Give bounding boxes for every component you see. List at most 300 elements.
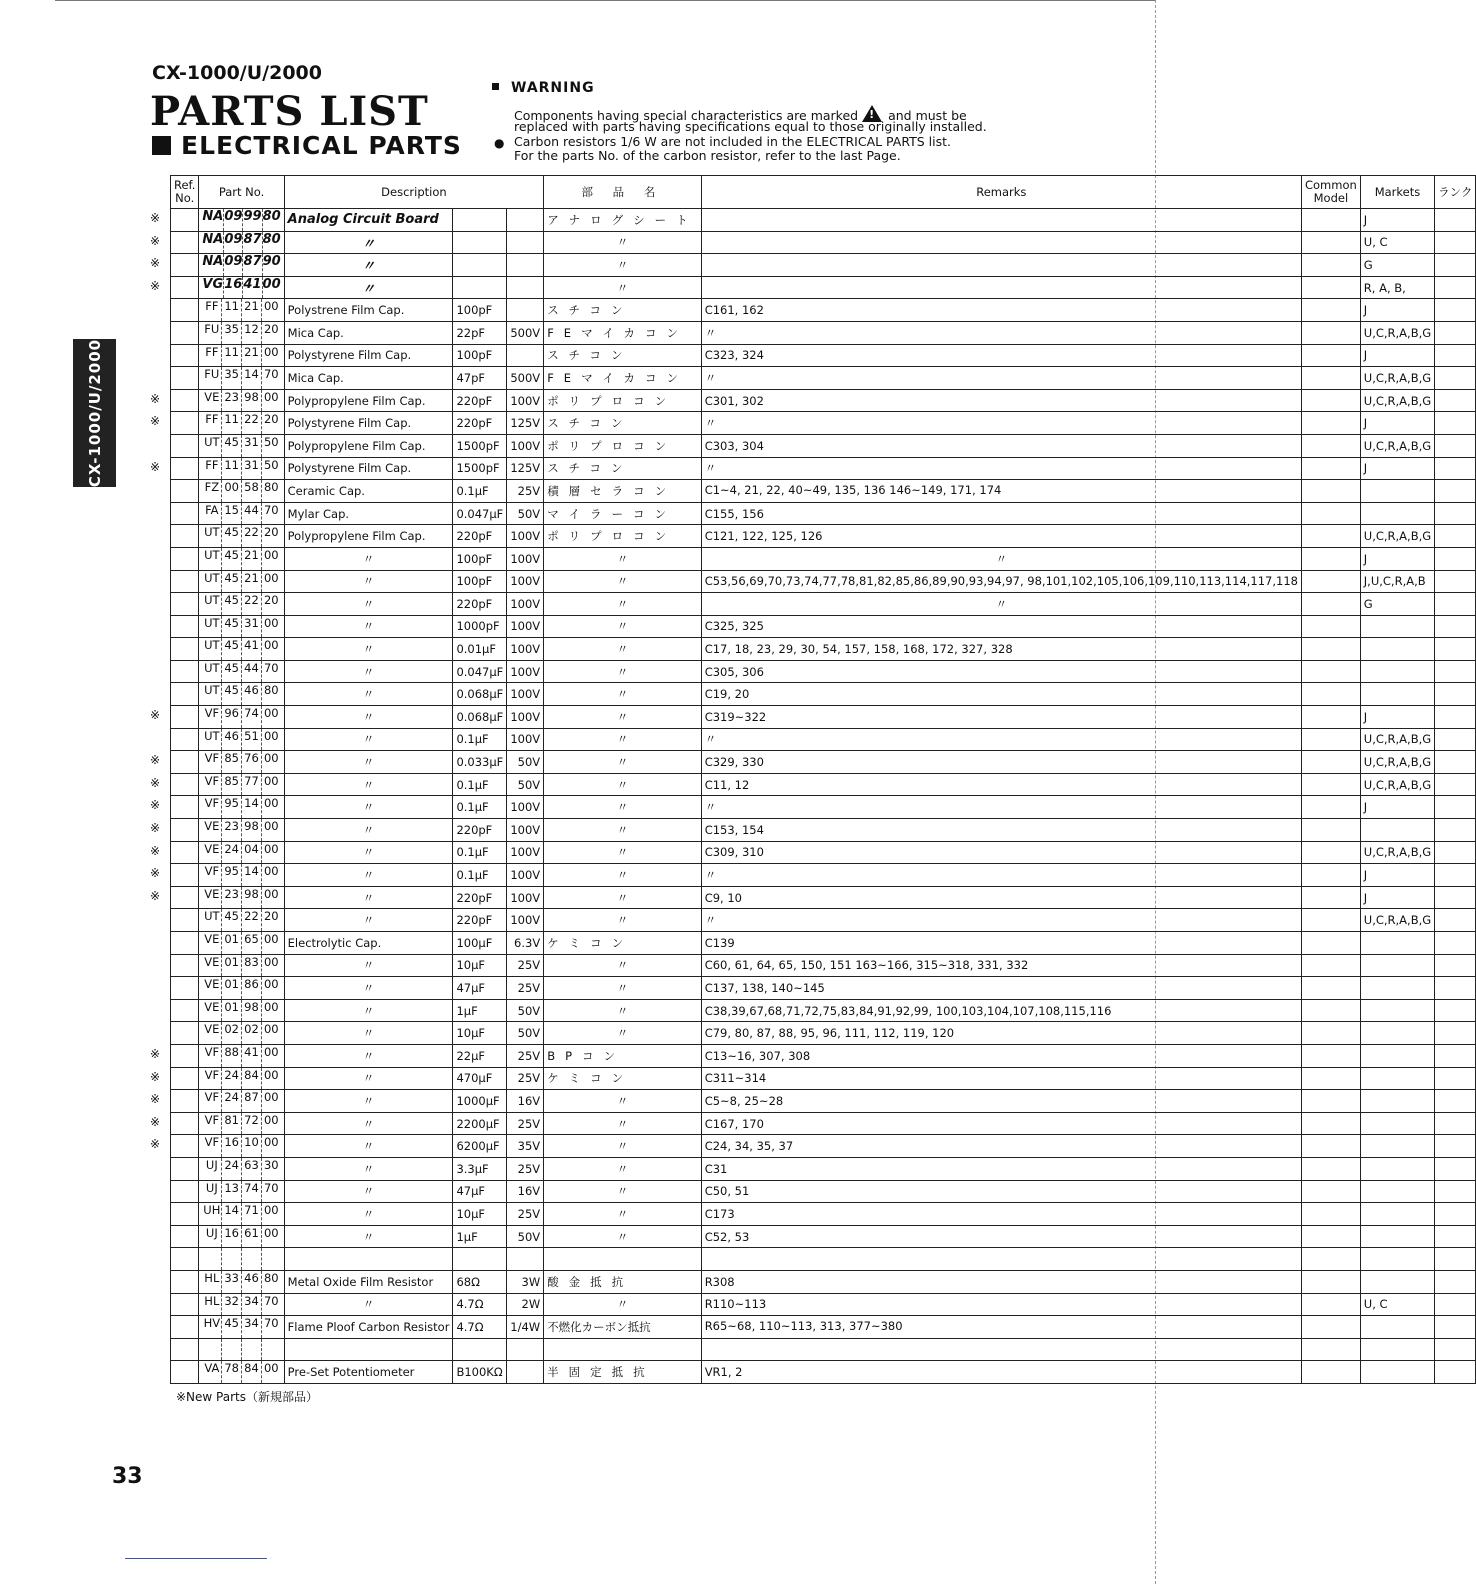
markets: U,C,R,A,B,G bbox=[1360, 751, 1434, 774]
remarks: 〃 bbox=[701, 367, 1301, 390]
common-model bbox=[1301, 367, 1360, 390]
rank bbox=[1435, 480, 1476, 503]
description: 〃 bbox=[284, 1157, 453, 1180]
new-part-mark: ※ bbox=[150, 256, 161, 270]
common-model bbox=[1301, 615, 1360, 638]
japanese-name: 〃 bbox=[544, 751, 702, 774]
value: 1000μF bbox=[453, 1090, 507, 1113]
part-no-segment: 16 bbox=[224, 277, 243, 299]
part-no bbox=[199, 480, 284, 503]
rating: 50V bbox=[507, 751, 544, 774]
value: 1500pF bbox=[453, 457, 507, 480]
japanese-name: 〃 bbox=[544, 999, 702, 1022]
japanese-name: 〃 bbox=[544, 1022, 702, 1045]
value: 4.7Ω bbox=[453, 1293, 507, 1316]
japanese-name: BPコン bbox=[544, 1044, 702, 1067]
part-no-segment: 98 bbox=[242, 819, 262, 841]
value: 100μF bbox=[453, 932, 507, 955]
part-no bbox=[199, 1361, 284, 1384]
common-model bbox=[1301, 1270, 1360, 1293]
part-no-segment: 45 bbox=[222, 661, 242, 683]
remarks: C53,56,69,70,73,74,77,78,81,82,85,86,89,90,93,94,97, 98,101,102,105,106,109,110,113,114,117,118 bbox=[701, 570, 1301, 593]
rank bbox=[1435, 728, 1476, 751]
remarks: C60, 61, 64, 65, 150, 151 163~166, 315~318, 331, 332 bbox=[701, 954, 1301, 977]
page-number: 33 bbox=[112, 1464, 143, 1489]
common-model bbox=[1301, 502, 1360, 525]
part-no-segment bbox=[202, 1248, 222, 1270]
common-model bbox=[1301, 977, 1360, 1000]
part-no-segment: VF bbox=[202, 864, 222, 886]
side-tab: CX-1000/U/2000 bbox=[73, 339, 116, 487]
rating: 100V bbox=[507, 841, 544, 864]
rank bbox=[1435, 299, 1476, 322]
remarks bbox=[701, 254, 1301, 277]
part-no bbox=[199, 1338, 284, 1361]
new-part-mark: ※ bbox=[150, 414, 161, 428]
part-no-segment bbox=[242, 1248, 262, 1270]
description: 〃 bbox=[284, 977, 453, 1000]
part-no-segment: 22 bbox=[242, 593, 262, 615]
part-no-segment: 85 bbox=[222, 751, 242, 773]
part-no-segment: 11 bbox=[222, 299, 242, 321]
rating: 50V bbox=[507, 999, 544, 1022]
part-no-segment: 00 bbox=[263, 299, 279, 314]
part-no bbox=[199, 909, 284, 932]
value bbox=[453, 1248, 507, 1271]
part-no-segment: 76 bbox=[242, 751, 262, 773]
remarks: R308 bbox=[701, 1270, 1301, 1293]
markets: U, C bbox=[1360, 231, 1434, 254]
markets bbox=[1360, 977, 1434, 1000]
japanese-name: 〃 bbox=[544, 254, 702, 277]
part-no-segment bbox=[202, 1339, 222, 1361]
japanese-name: 〃 bbox=[544, 638, 702, 661]
ref-no bbox=[171, 886, 199, 909]
description: 〃 bbox=[284, 1090, 453, 1113]
description: Polystyrene Film Cap. bbox=[284, 344, 453, 367]
common-model bbox=[1301, 434, 1360, 457]
japanese-name: 〃 bbox=[544, 231, 702, 254]
part-no-segment: 00 bbox=[263, 344, 279, 359]
rank bbox=[1435, 660, 1476, 683]
rank bbox=[1435, 1203, 1476, 1226]
table-row bbox=[171, 999, 1476, 1022]
table-row bbox=[171, 728, 1476, 751]
rank bbox=[1435, 615, 1476, 638]
value: 22μF bbox=[453, 1044, 507, 1067]
part-no bbox=[199, 999, 284, 1022]
ref-no bbox=[171, 1157, 199, 1180]
common-model bbox=[1301, 1157, 1360, 1180]
part-no-segment: 46 bbox=[222, 729, 242, 751]
part-no bbox=[199, 1112, 284, 1135]
remarks: 〃 bbox=[701, 909, 1301, 932]
part-no-segment: 23 bbox=[222, 390, 242, 412]
common-model bbox=[1301, 1248, 1360, 1271]
markets bbox=[1360, 954, 1434, 977]
table-row bbox=[171, 1135, 1476, 1158]
rank bbox=[1435, 683, 1476, 706]
square-bullet-icon bbox=[152, 136, 171, 155]
description: Electrolytic Cap. bbox=[284, 932, 453, 955]
part-no-segment: 22 bbox=[242, 525, 262, 547]
value bbox=[453, 254, 507, 277]
common-model bbox=[1301, 886, 1360, 909]
rating: 25V bbox=[507, 954, 544, 977]
remarks: C139 bbox=[701, 932, 1301, 955]
remarks: C153, 154 bbox=[701, 819, 1301, 842]
japanese-name bbox=[544, 1338, 702, 1361]
japanese-name: スチコン bbox=[544, 457, 702, 480]
part-no-segment: 80 bbox=[262, 231, 281, 247]
table-row bbox=[171, 321, 1476, 344]
part-no-segment: 90 bbox=[262, 254, 281, 270]
ref-no bbox=[171, 389, 199, 412]
japanese-name bbox=[544, 1248, 702, 1271]
rank bbox=[1435, 1293, 1476, 1316]
japanese-name: 〃 bbox=[544, 954, 702, 977]
table-row bbox=[171, 1044, 1476, 1067]
markets: J bbox=[1360, 706, 1434, 729]
part-no-segment: 24 bbox=[222, 1090, 242, 1112]
rank bbox=[1435, 1361, 1476, 1384]
part-no bbox=[199, 1316, 284, 1339]
part-no-segment: 41 bbox=[243, 277, 262, 299]
value: 0.1μF bbox=[453, 796, 507, 819]
description: 〃 bbox=[284, 841, 453, 864]
part-no bbox=[199, 932, 284, 955]
common-model bbox=[1301, 999, 1360, 1022]
markets bbox=[1360, 1090, 1434, 1113]
japanese-name: 積層セラコン bbox=[544, 480, 702, 503]
markets: U,C,R,A,B,G bbox=[1360, 389, 1434, 412]
part-no-segment: 80 bbox=[263, 683, 279, 698]
ref-no bbox=[171, 1112, 199, 1135]
part-no-segment: UT bbox=[202, 571, 222, 593]
rating bbox=[507, 276, 544, 299]
remarks: R110~113 bbox=[701, 1293, 1301, 1316]
description: 〃 bbox=[284, 728, 453, 751]
part-no-segment: 21 bbox=[242, 548, 262, 570]
rank bbox=[1435, 502, 1476, 525]
description bbox=[284, 1248, 453, 1271]
part-no-segment: 72 bbox=[242, 1113, 262, 1135]
table-row bbox=[171, 1270, 1476, 1293]
part-no-segment: 24 bbox=[222, 1158, 242, 1180]
table-row bbox=[171, 1157, 1476, 1180]
part-no-segment: 63 bbox=[242, 1158, 262, 1180]
ref-no bbox=[171, 1361, 199, 1384]
part-no-segment: 00 bbox=[263, 1361, 279, 1376]
table-row bbox=[171, 886, 1476, 909]
rating: 125V bbox=[507, 412, 544, 435]
description: 〃 bbox=[284, 254, 453, 277]
part-no bbox=[199, 638, 284, 661]
ref-no bbox=[171, 1067, 199, 1090]
warning-line-2: replaced with parts having specifications equal to those originally installed. bbox=[514, 119, 987, 134]
part-no-segment: 70 bbox=[263, 1293, 279, 1308]
japanese-name: ポリプロコン bbox=[544, 434, 702, 457]
rating: 100V bbox=[507, 819, 544, 842]
part-no bbox=[199, 1293, 284, 1316]
markets bbox=[1360, 1316, 1434, 1339]
new-part-mark: ※ bbox=[150, 1115, 161, 1129]
markets: U, C bbox=[1360, 1293, 1434, 1316]
part-no bbox=[199, 1090, 284, 1113]
ref-no bbox=[171, 299, 199, 322]
part-no-segment: VE bbox=[202, 842, 222, 864]
value: 0.033μF bbox=[453, 751, 507, 774]
part-no-segment: 00 bbox=[263, 977, 279, 992]
col-common-model: Common Model bbox=[1301, 176, 1360, 209]
rank bbox=[1435, 1067, 1476, 1090]
common-model bbox=[1301, 1022, 1360, 1045]
part-no bbox=[199, 751, 284, 774]
part-no bbox=[199, 412, 284, 435]
rating: 25V bbox=[507, 977, 544, 1000]
description: 〃 bbox=[284, 276, 453, 299]
part-no-segment: 00 bbox=[263, 864, 279, 879]
part-no-segment: 20 bbox=[263, 909, 279, 924]
part-no-segment: 98 bbox=[242, 1000, 262, 1022]
table-row bbox=[171, 683, 1476, 706]
new-part-mark: ※ bbox=[150, 753, 161, 767]
part-no-segment bbox=[222, 1248, 242, 1270]
rank bbox=[1435, 276, 1476, 299]
rank bbox=[1435, 999, 1476, 1022]
value: 0.01μF bbox=[453, 638, 507, 661]
part-no-segment: NA bbox=[202, 209, 224, 231]
ref-no bbox=[171, 751, 199, 774]
description: Pre-Set Potentiometer bbox=[284, 1361, 453, 1384]
japanese-name: FEマイカコン bbox=[544, 321, 702, 344]
description: 〃 bbox=[284, 1112, 453, 1135]
part-no-segment: UT bbox=[202, 616, 222, 638]
common-model bbox=[1301, 773, 1360, 796]
part-no-segment: 20 bbox=[263, 321, 279, 336]
remarks: C305, 306 bbox=[701, 660, 1301, 683]
part-no bbox=[199, 1180, 284, 1203]
rank bbox=[1435, 909, 1476, 932]
part-no-segment: 50 bbox=[263, 457, 279, 472]
ref-no bbox=[171, 841, 199, 864]
ref-no bbox=[171, 525, 199, 548]
description: Polypropylene Film Cap. bbox=[284, 434, 453, 457]
part-no-segment: 80 bbox=[263, 480, 279, 495]
table-row bbox=[171, 593, 1476, 616]
value bbox=[453, 231, 507, 254]
japanese-name: マイラーコン bbox=[544, 502, 702, 525]
part-no-segment: 01 bbox=[222, 1000, 242, 1022]
rating bbox=[507, 209, 544, 232]
new-part-mark: ※ bbox=[150, 798, 161, 812]
markets: G bbox=[1360, 254, 1434, 277]
part-no-segment: 45 bbox=[222, 638, 242, 660]
part-no-segment: 87 bbox=[243, 232, 262, 254]
description: 〃 bbox=[284, 1135, 453, 1158]
part-no-segment: UT bbox=[202, 661, 222, 683]
description: Polystyrene Film Cap. bbox=[284, 457, 453, 480]
part-no-segment: 00 bbox=[263, 615, 279, 630]
ref-no bbox=[171, 570, 199, 593]
rank bbox=[1435, 1022, 1476, 1045]
common-model bbox=[1301, 209, 1360, 232]
rating: 50V bbox=[507, 1225, 544, 1248]
remarks: C121, 122, 125, 126 bbox=[701, 525, 1301, 548]
remarks: 〃 bbox=[701, 593, 1301, 616]
markets bbox=[1360, 683, 1434, 706]
part-no bbox=[199, 1044, 284, 1067]
part-no-segment: VF bbox=[202, 774, 222, 796]
part-no-segment: 30 bbox=[263, 1157, 279, 1172]
col-markets: Markets bbox=[1360, 176, 1434, 209]
rating: 100V bbox=[507, 683, 544, 706]
part-no-segment: 00 bbox=[263, 570, 279, 585]
description: 〃 bbox=[284, 638, 453, 661]
japanese-name: 〃 bbox=[544, 660, 702, 683]
part-no-segment: 20 bbox=[263, 412, 279, 427]
new-part-mark: ※ bbox=[150, 211, 161, 225]
rating: 16V bbox=[507, 1090, 544, 1113]
part-no-segment: 44 bbox=[242, 661, 262, 683]
warning-heading: WARNING bbox=[492, 80, 595, 96]
ref-no bbox=[171, 773, 199, 796]
description: 〃 bbox=[284, 1044, 453, 1067]
part-no bbox=[199, 299, 284, 322]
common-model bbox=[1301, 1338, 1360, 1361]
part-no-segment: FU bbox=[202, 367, 222, 389]
table-row bbox=[171, 412, 1476, 435]
rating: 125V bbox=[507, 457, 544, 480]
ref-no bbox=[171, 1180, 199, 1203]
new-part-mark: ※ bbox=[150, 776, 161, 790]
ref-no bbox=[171, 367, 199, 390]
value bbox=[453, 1338, 507, 1361]
markets bbox=[1360, 615, 1434, 638]
part-no-segment: 09 bbox=[224, 209, 243, 231]
ref-no bbox=[171, 321, 199, 344]
remarks: C17, 18, 23, 29, 30, 54, 157, 158, 168, 172, 327, 328 bbox=[701, 638, 1301, 661]
description: 〃 bbox=[284, 1293, 453, 1316]
japanese-name: 〃 bbox=[544, 615, 702, 638]
japanese-name: 半固定抵抗 bbox=[544, 1361, 702, 1384]
part-no-segment: 83 bbox=[242, 955, 262, 977]
common-model bbox=[1301, 728, 1360, 751]
markets: J bbox=[1360, 457, 1434, 480]
markets: U,C,R,A,B,G bbox=[1360, 909, 1434, 932]
ref-no bbox=[171, 706, 199, 729]
part-no-segment: UT bbox=[202, 909, 222, 931]
common-model bbox=[1301, 547, 1360, 570]
part-no-segment: 46 bbox=[242, 1271, 262, 1293]
part-no-segment: FF bbox=[202, 458, 222, 480]
value: 10μF bbox=[453, 1203, 507, 1226]
remarks bbox=[701, 276, 1301, 299]
table-row bbox=[171, 1090, 1476, 1113]
table-row bbox=[171, 1180, 1476, 1203]
part-no-segment: 00 bbox=[263, 819, 279, 834]
ref-no bbox=[171, 864, 199, 887]
ref-no bbox=[171, 276, 199, 299]
markets: J bbox=[1360, 864, 1434, 887]
value: 220pF bbox=[453, 909, 507, 932]
table-row bbox=[171, 1067, 1476, 1090]
rank bbox=[1435, 1044, 1476, 1067]
part-no bbox=[199, 706, 284, 729]
part-no-segment: 22 bbox=[242, 909, 262, 931]
ref-no bbox=[171, 954, 199, 977]
value: 1μF bbox=[453, 1225, 507, 1248]
part-no-segment: 24 bbox=[222, 842, 242, 864]
remarks: C1~4, 21, 22, 40~49, 135, 136 146~149, 171, 174 bbox=[701, 480, 1301, 503]
value: 100pF bbox=[453, 570, 507, 593]
japanese-name: 〃 bbox=[544, 706, 702, 729]
value: 220pF bbox=[453, 886, 507, 909]
ref-no bbox=[171, 1316, 199, 1339]
ref-no bbox=[171, 615, 199, 638]
remarks: C311~314 bbox=[701, 1067, 1301, 1090]
markets bbox=[1360, 1225, 1434, 1248]
part-no-segment bbox=[242, 1339, 262, 1361]
part-no-segment: HL bbox=[202, 1271, 222, 1293]
rating: 16V bbox=[507, 1180, 544, 1203]
description: 〃 bbox=[284, 683, 453, 706]
part-no-segment: FF bbox=[202, 412, 222, 434]
markets: J bbox=[1360, 209, 1434, 232]
part-no-segment: 50 bbox=[263, 434, 279, 449]
part-no bbox=[199, 773, 284, 796]
ref-no bbox=[171, 728, 199, 751]
part-no-segment: HL bbox=[202, 1294, 222, 1316]
part-no bbox=[199, 457, 284, 480]
rating: 50V bbox=[507, 1022, 544, 1045]
part-no-segment: 02 bbox=[222, 1022, 242, 1044]
markets bbox=[1360, 1180, 1434, 1203]
japanese-name: 〃 bbox=[544, 1203, 702, 1226]
rating: 25V bbox=[507, 1203, 544, 1226]
value: 0.068μF bbox=[453, 683, 507, 706]
description: Mica Cap. bbox=[284, 367, 453, 390]
value: 1500pF bbox=[453, 434, 507, 457]
markets bbox=[1360, 1112, 1434, 1135]
value: 10μF bbox=[453, 1022, 507, 1045]
part-no-segment: VE bbox=[202, 887, 222, 909]
table-row bbox=[171, 932, 1476, 955]
japanese-name: 不燃化カーボン抵抗 bbox=[544, 1316, 702, 1339]
part-no bbox=[199, 570, 284, 593]
common-model bbox=[1301, 796, 1360, 819]
rating: 100V bbox=[507, 525, 544, 548]
ref-no bbox=[171, 231, 199, 254]
japanese-name: 〃 bbox=[544, 773, 702, 796]
ref-no bbox=[171, 1338, 199, 1361]
rank bbox=[1435, 1270, 1476, 1293]
part-no-segment: 14 bbox=[222, 1203, 242, 1225]
rank bbox=[1435, 932, 1476, 955]
common-model bbox=[1301, 1293, 1360, 1316]
table-row bbox=[171, 231, 1476, 254]
part-no-segment: 00 bbox=[262, 276, 281, 292]
common-model bbox=[1301, 819, 1360, 842]
table-row bbox=[171, 525, 1476, 548]
ref-no bbox=[171, 1022, 199, 1045]
table-row bbox=[171, 841, 1476, 864]
japanese-name: ケミコン bbox=[544, 932, 702, 955]
warning-line-4: For the parts No. of the carbon resistor, refer to the last Page. bbox=[514, 148, 901, 163]
japanese-name: 〃 bbox=[544, 547, 702, 570]
markets bbox=[1360, 1338, 1434, 1361]
description: 〃 bbox=[284, 796, 453, 819]
